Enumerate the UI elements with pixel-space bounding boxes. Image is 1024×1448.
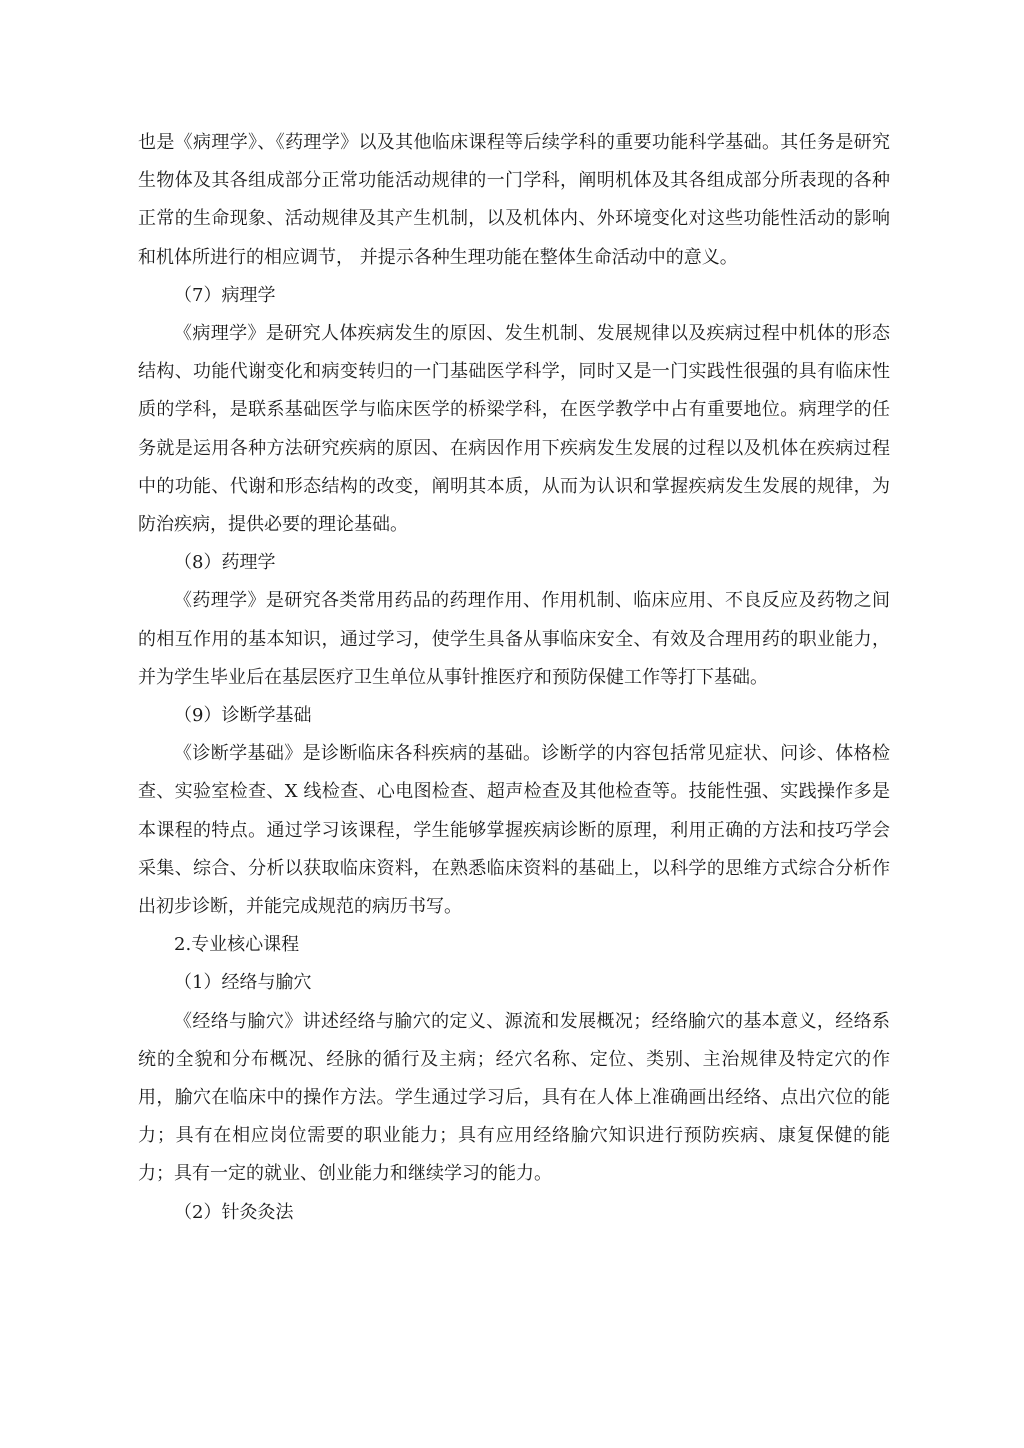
paragraph-pharmacology: 《药理学》是研究各类常用药品的药理作用、作用机制、临床应用、不良反应及药物之间的相互作用的基本知识，通过学习，使学生具备从事临床安全、有效及合理用药的职业能力，并为学生毕业后在基层医疗卫生单位从事针推医疗和预防保健工作等打下基础。 [138,590,890,688]
paragraph-pathology: 《病理学》是研究人体疾病发生的原因、发生机制、发展规律以及疾病过程中机体的形态结构、功能代谢变化和病变转归的一门基础医学科学，同时又是一门实践性很强的具有临床性质的学科，是联系基础医学与临床医学的桥梁学科，在医学教学中占有重要地位。病理学的任务就是运用各种方法研究疾病的原因、在病因作用下疾病发生发展的过程以及机体在疾病过程中的功能、代谢和形态结构的改变，阐明其本质，从而为认识和掌握疾病发生发展的规律，为防治疾病，提供必要的理论基础。 [138,323,890,536]
heading-acupuncture-moxibustion: （2）针灸灸法 [174,1201,294,1223]
heading-pharmacology: （8）药理学 [174,552,276,574]
document-page [138,124,890,1232]
paragraph-physiology-continued: 也是《病理学》、《药理学》以及其他临床课程等后续学科的重要功能科学基础。其任务是研究生物体及其各组成部分正常功能活动规律的一门学科，阐明机体及其各组成部分所表现的各种正常的生命现象、活动规律及其产生机制，以及机体内、外环境变化对这些功能性活动的影响和机体所进行的相应调节， 并提示各种生理功能在整体生命活动中的意义。 [138,132,890,268]
heading-core-courses: 2.专业核心课程 [174,934,300,956]
paragraph-diagnostics: 《诊断学基础》是诊断临床各科疾病的基础。诊断学的内容包括常见症状、问诊、体格检查、实验室检查、X 线检查、心电图检查、超声检查及其他检查等。技能性强、实践操作多是本课程的特点。通过学习该课程，学生能够掌握疾病诊断的原理，利用正确的方法和技巧学会采集、综合、分析以获取临床资料，在熟悉临床资料的基础上，以科学的思维方式综合分析作出初步诊断，并能完成规范的病历书写。 [138,743,890,918]
paragraph-meridians-acupoints: 《经络与腧穴》讲述经络与腧穴的定义、源流和发展概况；经络腧穴的基本意义，经络系统的全貌和分布概况、经脉的循行及主病；经穴名称、定位、类别、主治规律及特定穴的作用，腧穴在临床中的操作方法。学生通过学习后，具有在人体上准确画出经络、点出穴位的能力；具有在相应岗位需要的职业能力；具有应用经络腧穴知识进行预防疾病、康复保健的能力；具有一定的就业、创业能力和继续学习的能力。 [138,1010,890,1185]
heading-diagnostics: （9）诊断学基础 [174,705,312,727]
heading-meridians-acupoints: （1）经络与腧穴 [174,972,312,994]
heading-pathology: （7）病理学 [174,284,276,306]
